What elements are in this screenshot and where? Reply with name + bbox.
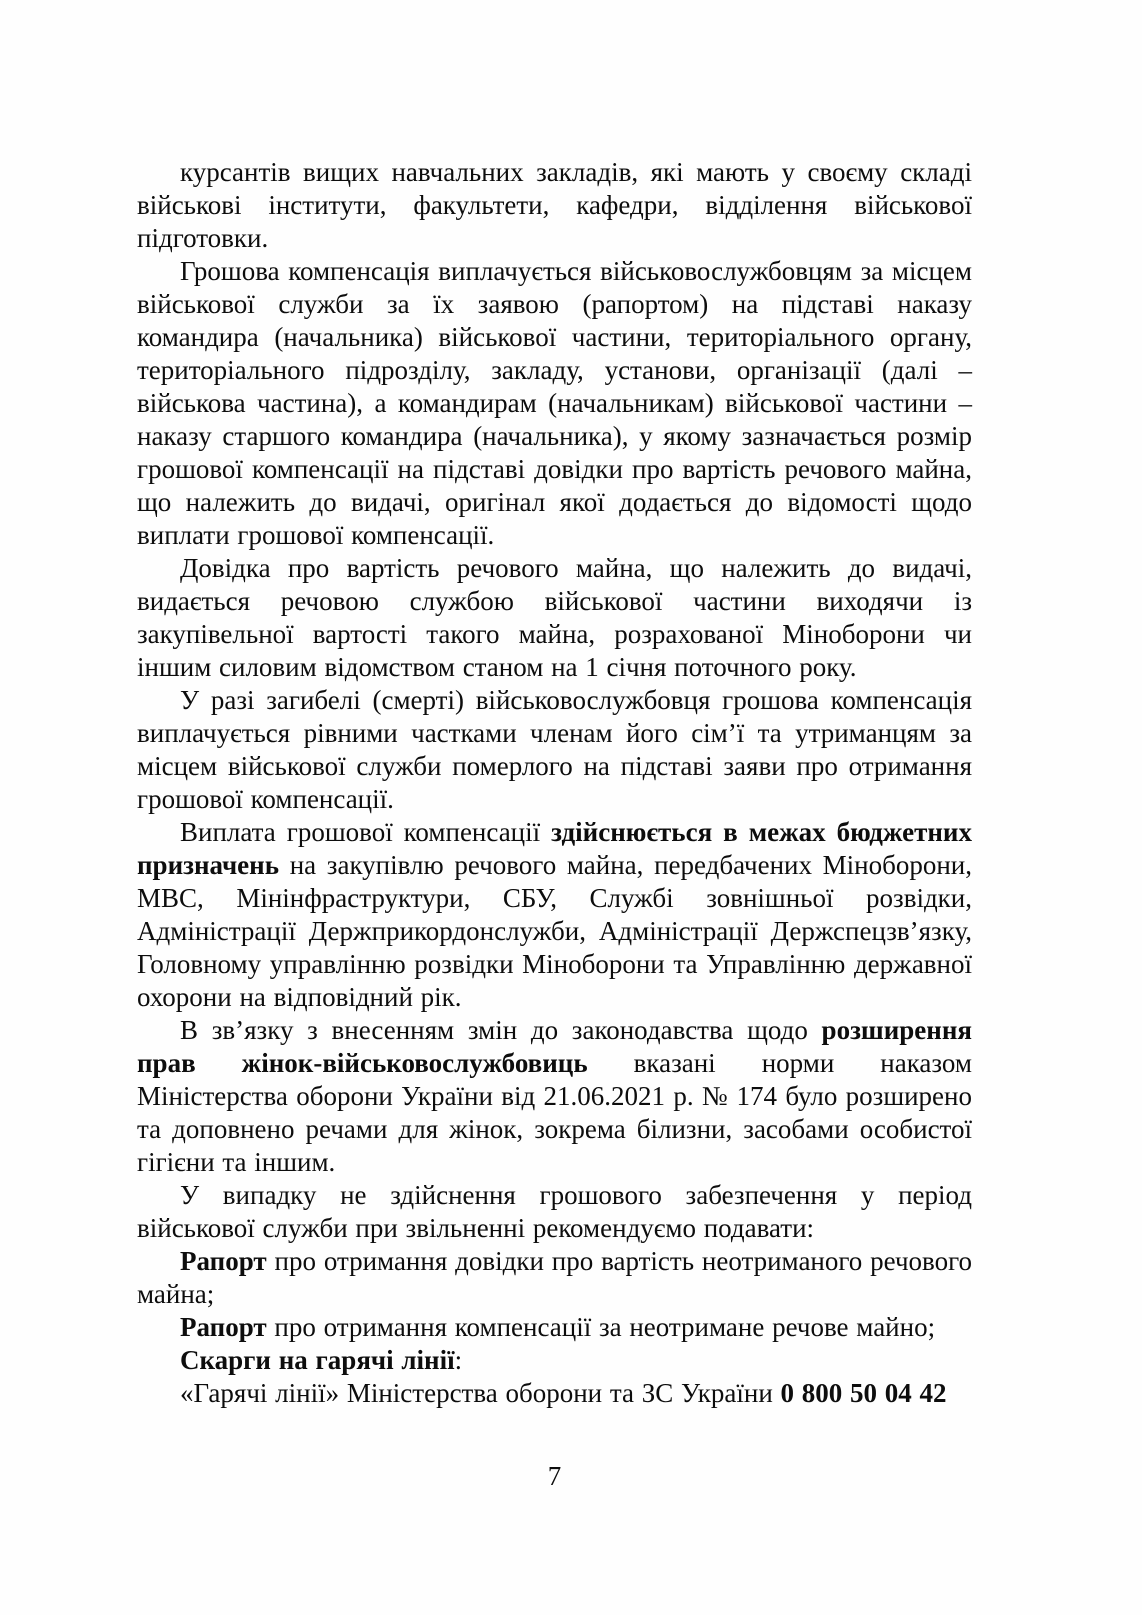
bold-text-run: 0 800 50 04 42 <box>780 1378 947 1408</box>
text-run: про отримання довідки про вартість неотриманого речового майна; <box>137 1246 972 1309</box>
paragraph <box>137 156 972 255</box>
bold-text-run: розширення прав жінок-військовослужбовиць <box>137 1015 972 1078</box>
text-run: У разі загибелі (смерті) військовослужбовця грошова компенсація виплачується рівними частками членам його сім’ї та утриманцям за місцем військової служби померлого на підставі заяви про отримання грошової компенсації. <box>137 685 972 814</box>
paragraph <box>137 1245 972 1311</box>
paragraph <box>137 684 972 816</box>
text-run: на закупівлю речового майна, передбачених Міноборони, МВС, Мінінфраструктури, СБУ, Службі зовнішньої розвідки, Адміністрації Держприкордонслужби, Адміністрації Держспецзв’язку, Головному управлінню розвідки Міноборони та Управлінню державної охорони на відповідний рік. <box>137 850 972 1012</box>
paragraph <box>137 816 972 1014</box>
paragraph <box>137 1344 972 1377</box>
text-run: : <box>454 1345 463 1375</box>
paragraph <box>137 1377 972 1410</box>
text-run: Довідка про вартість речового майна, що належить до видачі, видається речовою службою військової частини виходячи із закупівельної вартості такого майна, розрахованої Міноборони чи іншим силовим відомством станом на 1 січня поточного року. <box>137 553 972 682</box>
text-run: Виплата грошової компенсації <box>180 817 552 847</box>
text-run: курсантів вищих навчальних закладів, які мають у своєму складі військові інститути, факультети, кафедри, відділення військової підготовки. <box>137 157 972 253</box>
text-run: Грошова компенсація виплачується військовослужбовцям за місцем військової служби за їх заявою (рапортом) на підставі наказу командира (начальника) військової частини, територіального органу, територіального підрозділу, закладу, установи, організації (далі – військова частина), а командирам (начальникам) військової частини – наказу старшого командира (начальника), у якому зазначається розмір грошової компенсації на підставі довідки про вартість речового майна, що належить до видачі, оригінал якої додається до відомості щодо виплати грошової компенсації. <box>137 256 972 550</box>
paragraph <box>137 552 972 684</box>
page-number: 7 <box>547 1461 562 1491</box>
text-block <box>137 156 972 1410</box>
bold-text-run: Скарги на гарячі лінії <box>180 1345 455 1375</box>
text-run: В зв’язку з внесенням змін до законодавства щодо <box>180 1015 822 1045</box>
text-run: про отримання компенсації за неотримане речове майно; <box>266 1312 936 1342</box>
paragraph <box>137 1311 972 1344</box>
paragraph <box>137 255 972 552</box>
bold-text-run: Рапорт <box>180 1246 267 1276</box>
bold-text-run: здійснюється в межах бюджетних призначень <box>137 817 972 880</box>
paragraph <box>137 1179 972 1245</box>
text-run: У випадку не здійснення грошового забезпечення у період військової служби при звільненні рекомендуємо подавати: <box>137 1180 972 1243</box>
page-footer <box>137 1460 972 1493</box>
bold-text-run: Рапорт <box>180 1312 267 1342</box>
paragraph <box>137 1014 972 1179</box>
text-run: вказані норми наказом Міністерства оборони України від 21.06.2021 р. № 174 було розширено та доповнено речами для жінок, зокрема білизни, засобами особистої гігієни та іншим. <box>137 1048 972 1177</box>
text-run: «Гарячі лінії» Міністерства оборони та ЗС України <box>180 1378 781 1408</box>
